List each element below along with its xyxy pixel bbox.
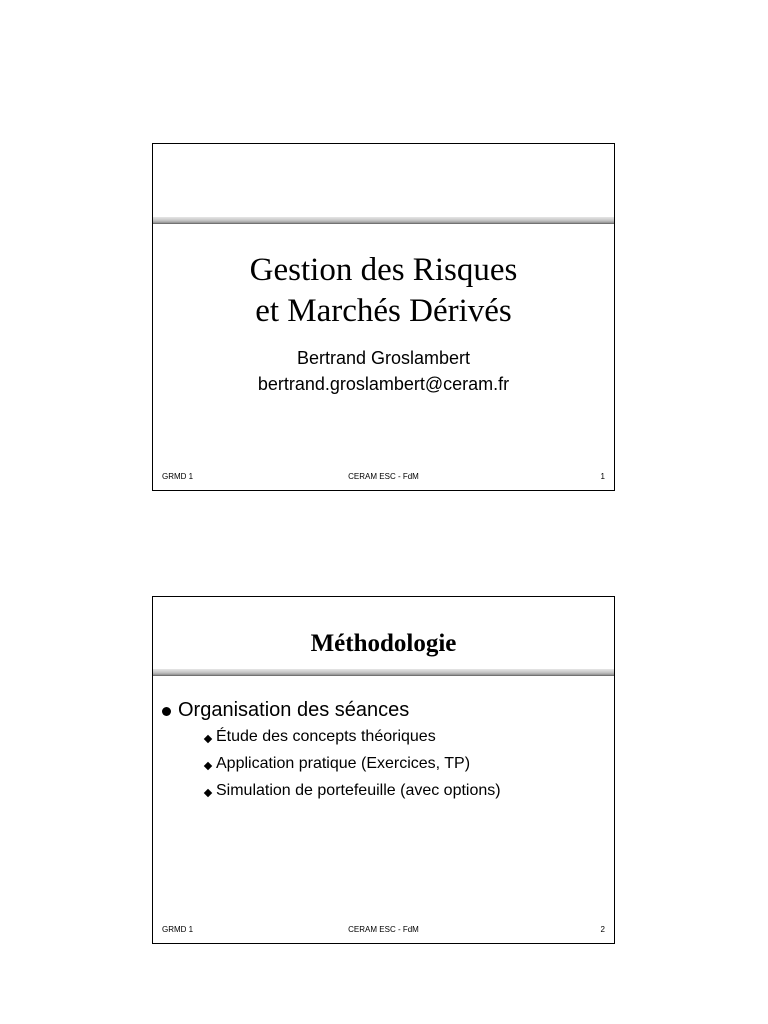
- list-item: [162, 697, 604, 804]
- slide-1: [152, 143, 615, 491]
- sub-bullet-list: [178, 723, 604, 804]
- footer-school: CERAM ESC - FdM: [348, 925, 419, 934]
- slide-title: [153, 250, 614, 332]
- list-item: [204, 777, 604, 804]
- slide-title: Méthodologie: [310, 630, 457, 657]
- author-block: [153, 345, 614, 397]
- slide-footer: [153, 471, 614, 483]
- footer-page-number: 1: [600, 472, 605, 481]
- footer-page-number: 2: [600, 925, 605, 934]
- bullet-dot-icon: [162, 707, 171, 716]
- title-line-2: et Marchés Dérivés: [255, 293, 512, 329]
- author-name: Bertrand Groslambert: [296, 348, 471, 368]
- slide-footer: [153, 924, 614, 936]
- sub-bullet-text: Application pratique (Exercices, TP): [216, 755, 471, 772]
- footer-school: CERAM ESC - FdM: [348, 472, 419, 481]
- sub-bullet-text: Étude des concepts théoriques: [216, 728, 436, 745]
- bullet-list: [162, 697, 604, 804]
- footer-course-code: GRMD 1: [162, 472, 194, 481]
- sub-bullet-text: Simulation de portefeuille (avec options): [216, 782, 501, 799]
- slide-2: [152, 596, 615, 944]
- bullet-diamond-icon: [204, 735, 212, 743]
- bullet-diamond-icon: [204, 762, 212, 770]
- footer-course-code: GRMD 1: [162, 925, 194, 934]
- title-divider: [153, 669, 614, 676]
- bullet-diamond-icon: [204, 789, 212, 797]
- bullet-text: Organisation des séances: [178, 699, 410, 721]
- list-item: [204, 723, 604, 750]
- list-item: [204, 750, 604, 777]
- title-line-1: Gestion des Risques: [249, 252, 518, 288]
- title-divider: [153, 217, 614, 224]
- author-email: bertrand.groslambert@ceram.fr: [257, 374, 510, 394]
